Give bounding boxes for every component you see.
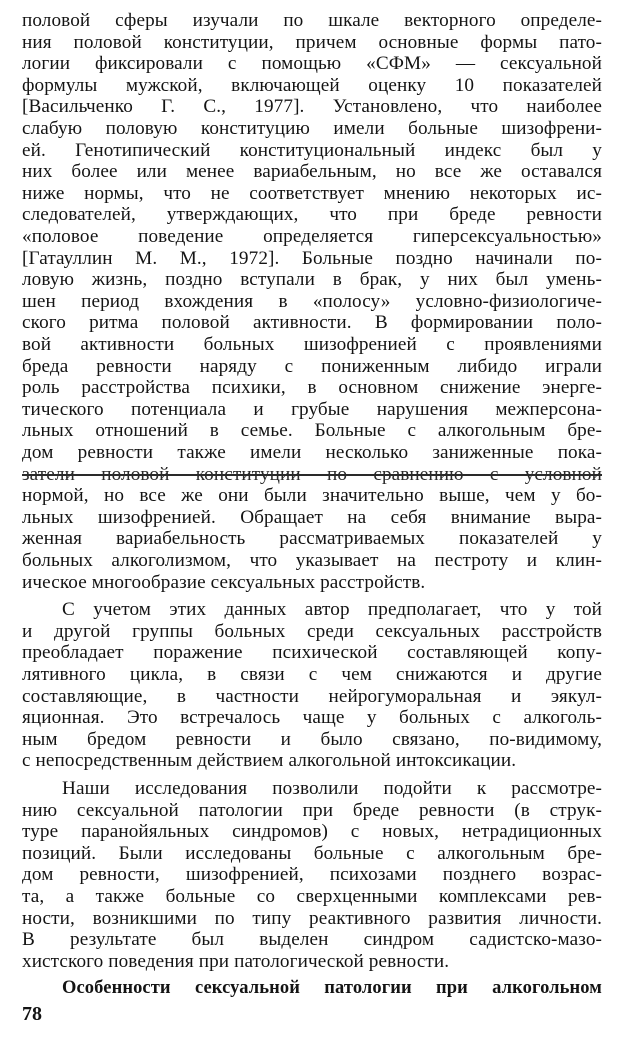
text-line: туре паранойяльных синдромов) с новых, нетрадиционных xyxy=(22,821,602,843)
text-line: шен период вхождения в «полосу» условно-физиологиче- xyxy=(22,290,602,312)
text-line: ным бредом ревности и было связано, по-видимому, xyxy=(22,728,602,750)
text-line: больных алкоголизмом, что указывает на пестроту и клин- xyxy=(22,550,602,571)
text-line: логии фиксировали с помощью «СФМ» — сексуальной xyxy=(22,53,602,75)
text-line: ности, возникшими по типу реактивного развития личности. xyxy=(22,907,602,929)
text-line: В результате был выделен синдром садистско-мазо- xyxy=(22,929,602,951)
text-line: [Гатауллин М. М., 1972]. Больные поздно начинали по- xyxy=(22,247,602,269)
section-heading-line: Особенности сексуальной патологии при алкогольном xyxy=(62,978,602,999)
text-line: составляющие, в частности нейрогуморальная и эякул- xyxy=(22,685,602,707)
text-line: яционная. Это встречалось чаще у больных с алкоголь- xyxy=(22,707,602,729)
text-line: и другой группы больных среди сексуальных расстройств xyxy=(22,620,602,642)
text-line: слабую половую конституцию имели больные шизофрени- xyxy=(22,118,602,139)
text-line: ей. Генотипический конституциональный индекс был у xyxy=(22,139,602,161)
text-line: лятивного цикла, в связи с чем снижаются и другие xyxy=(22,664,602,685)
text-line: ния половой конституции, причем основные формы пато- xyxy=(22,31,602,53)
text-line: льных шизофренией. Обращает на себя внимание выра- xyxy=(22,506,602,528)
text-line: ниже нормы, что не соответствует мнению некоторых ис- xyxy=(22,182,602,204)
text-line: них более или менее вариабельным, но все же оставался xyxy=(22,161,602,183)
text-line: формулы мужской, включающей оценку 10 показателей xyxy=(22,74,602,96)
text-line: тического потенциала и грубые нарушения межперсона- xyxy=(22,398,602,420)
text-line: ского ритма половой активности. В формировании поло- xyxy=(22,312,602,334)
text-line: следователей, утверждающих, что при бреде ревности xyxy=(22,204,602,226)
text-line: преобладает поражение психической составляющей копу- xyxy=(22,642,602,664)
text-line: льных отношений в семье. Больные с алкогольным бре- xyxy=(22,420,602,442)
text-line: дом ревности, шизофренией, психозами позднего возрас- xyxy=(22,864,602,886)
text-line: с непосредственным действием алкогольной интоксикации. xyxy=(22,750,517,772)
text-line: половой сферы изучали по шкале векторного определе- xyxy=(22,10,602,31)
text-line: женная вариабельность рассматриваемых показателей у xyxy=(22,528,602,550)
text-line: та, а также больные со сверхценными комплексами рев- xyxy=(22,886,602,907)
text-line: нию сексуальной патологии при бреде ревности (в струк- xyxy=(22,799,602,821)
text-line: роль расстройства психики, в основном снижение энерге- xyxy=(22,377,602,399)
text-line: вой активности больных шизофренией с проявлениями xyxy=(22,334,602,355)
text-line: [Васильченко Г. С., 1977]. Установлено, что наиболее xyxy=(22,96,602,118)
text-line: хистского поведения при патологической ревности. xyxy=(22,950,450,972)
text-line: ловую жизнь, поздно вступали в брак, у них был умень- xyxy=(22,269,602,291)
text-line: С учетом этих данных автор предполагает, что у той xyxy=(62,599,602,621)
page-number: 78 xyxy=(22,1003,42,1025)
text-line: Наши исследования позволили подойти к рассмотре- xyxy=(62,778,602,799)
text-line: «половое поведение определяется гиперсексуальностью» xyxy=(22,226,602,247)
text-line: нормой, но все же они были значительно выше, чем у бо- xyxy=(22,485,602,507)
text-line: затели половой конституции по сравнению с условной xyxy=(22,463,602,485)
text-line: ическое многообразие сексуальных расстройств. xyxy=(22,571,426,593)
text-line: позиций. Были исследованы больные с алкогольным бре- xyxy=(22,842,602,864)
text-line: бреда ревности наряду с пониженным либидо играли xyxy=(22,355,602,377)
text-line: дом ревности также имели несколько заниженные пока- xyxy=(22,442,602,463)
